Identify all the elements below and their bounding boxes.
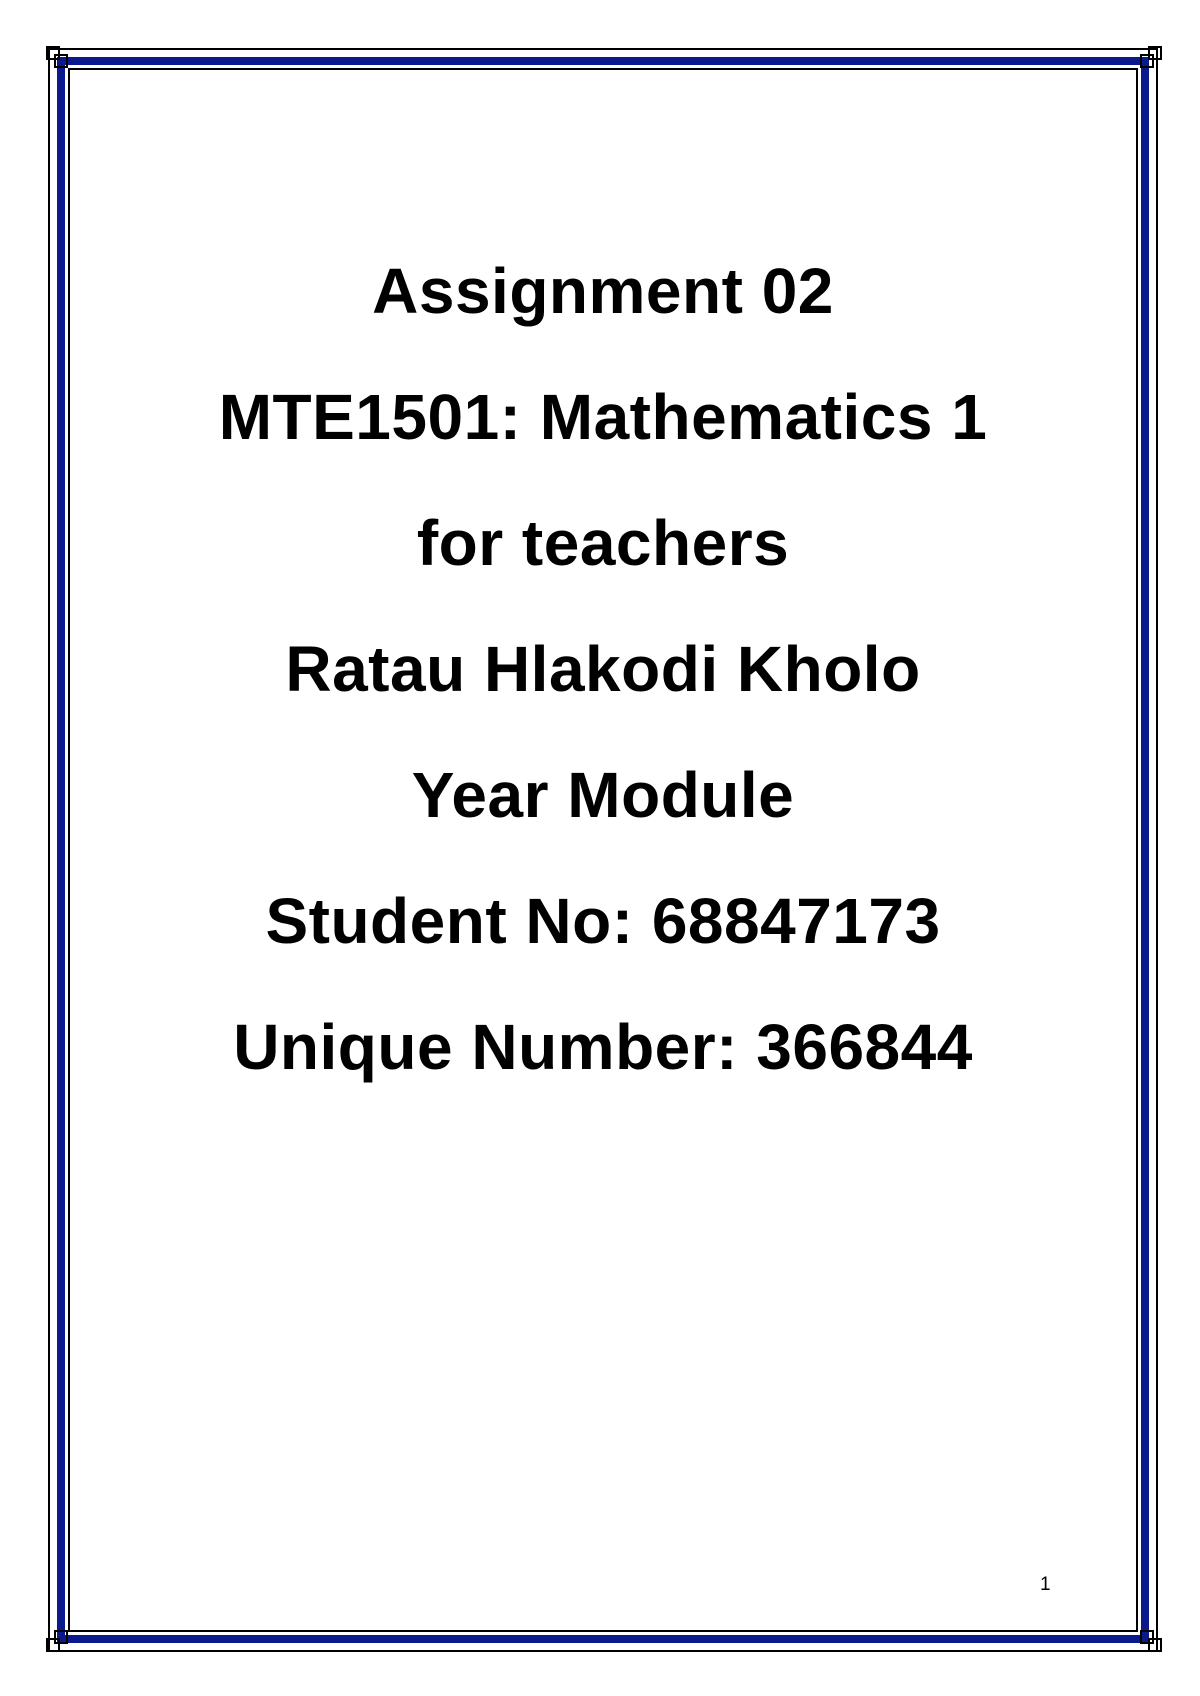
unique-number: Unique Number: 366844 xyxy=(233,1011,973,1083)
module-code-title: MTE1501: Mathematics 1 xyxy=(218,381,988,453)
module-subtitle: for teachers xyxy=(416,507,790,579)
border-corner-ornament-top-right xyxy=(1140,46,1162,68)
page-number: 1 xyxy=(1040,1574,1051,1595)
module-type: Year Module xyxy=(411,759,795,831)
border-corner-ornament-top-left xyxy=(46,46,68,68)
student-name: Ratau Hlakodi Kholo xyxy=(285,633,921,705)
assignment-title: Assignment 02 xyxy=(372,255,834,327)
border-corner-ornament-bottom-right xyxy=(1140,1630,1162,1652)
cover-title-block xyxy=(70,228,1136,1110)
student-number: Student No: 68847173 xyxy=(265,885,941,957)
border-corner-ornament-bottom-left xyxy=(46,1630,68,1652)
